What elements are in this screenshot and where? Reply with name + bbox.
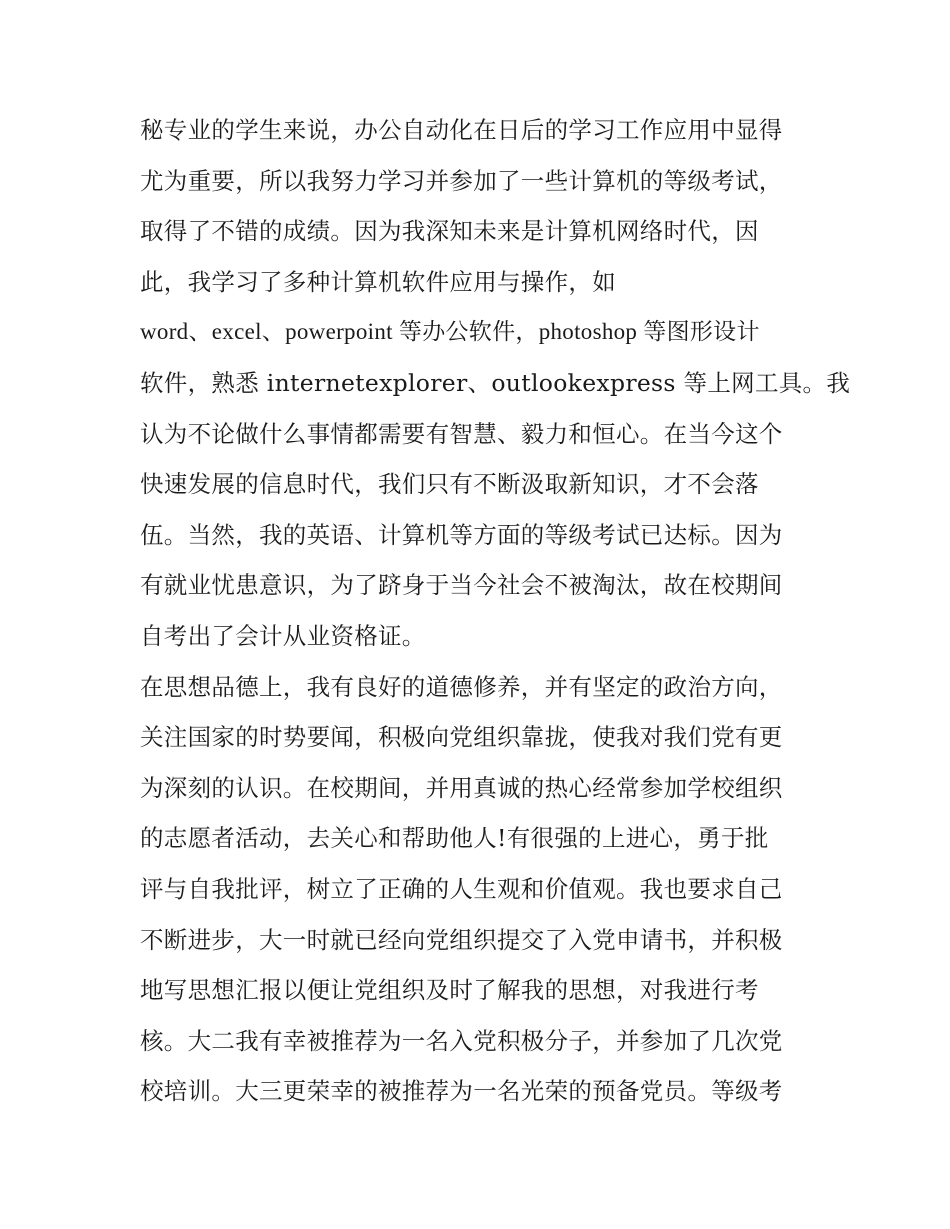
text-line: 自考出了会计从业资格证。 bbox=[140, 621, 426, 650]
text-line: 软件，熟悉 internetexplorer、outlookexpress 等上网工具。我 bbox=[140, 368, 851, 397]
text-line: 评与自我批评，树立了正确的人生观和价值观。我也要求自己 bbox=[140, 874, 783, 903]
text-line: 有就业忧患意识，为了跻身于当今社会不被淘汰，故在校期间 bbox=[140, 571, 783, 600]
text-line: 地写思想汇报以便让党组织及时了解我的思想，对我进行考 bbox=[140, 976, 759, 1005]
text-line: 认为不论做什么事情都需要有智慧、毅力和恒心。在当今这个 bbox=[140, 419, 783, 448]
text-line: 的志愿者活动，去关心和帮助他人!有很强的上进心，勇于批 bbox=[140, 824, 769, 853]
text-line: 为深刻的认识。在校期间，并用真诚的热心经常参加学校组织 bbox=[140, 773, 783, 802]
text-line: 校培训。大三更荣幸的被推荐为一名光荣的预备党员。等级考 bbox=[140, 1077, 783, 1106]
text-line: 不断进步，大一时就已经向党组织提交了入党申请书，并积极 bbox=[140, 925, 783, 954]
text-line: 快速发展的信息时代，我们只有不断汲取新知识，才不会落 bbox=[140, 470, 759, 499]
text-line: 此，我学习了多种计算机软件应用与操作，如 bbox=[140, 267, 616, 296]
text-line: 在思想品德上，我有良好的道德修养，并有坚定的政治方向， bbox=[140, 672, 783, 701]
text-line: word、excel、powerpoint 等办公软件，photoshop 等图形设计 bbox=[140, 319, 760, 345]
text-line: 尤为重要，所以我努力学习并参加了一些计算机的等级考试， bbox=[140, 166, 783, 195]
text-line: 伍。当然，我的英语、计算机等方面的等级考试已达标。因为 bbox=[140, 520, 783, 549]
text-line: 关注国家的时势要闻，积极向党组织靠拢，使我对我们党有更 bbox=[140, 723, 783, 752]
text-line: 核。大二我有幸被推荐为一名入党积极分子，并参加了几次党 bbox=[140, 1026, 783, 1055]
text-line: 取得了不错的成绩。因为我深知未来是计算机网络时代，因 bbox=[140, 217, 759, 246]
text-line: 秘专业的学生来说，办公自动化在日后的学习工作应用中显得 bbox=[140, 116, 783, 144]
body-text bbox=[140, 105, 851, 1117]
